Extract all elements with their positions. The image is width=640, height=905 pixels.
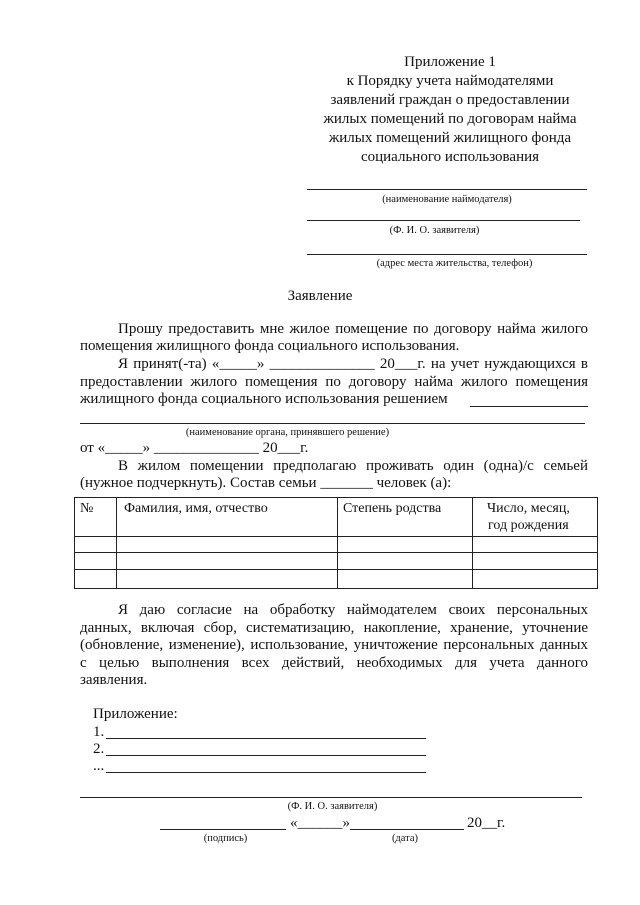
header-line: социального использования <box>360 149 540 165</box>
date-caption: (дата) <box>391 833 419 844</box>
consent-line: Я даю согласие на обработку наймодателем своих персональных <box>118 602 588 618</box>
table-row[interactable] <box>75 570 597 588</box>
page-title: Заявление <box>287 288 353 304</box>
signature-caption: (подпись) <box>203 833 248 844</box>
column-header-fullname: Фамилия, имя, отчество <box>124 501 268 516</box>
attachment-number: 1. <box>93 724 105 740</box>
paragraph-registered-line: Я принят(-та) «_____» ______________ 20___г. на учет нуждающихся в <box>118 356 588 372</box>
header-line: жилых помещений по договорам найма <box>323 111 577 127</box>
signature-line[interactable] <box>160 829 286 830</box>
header-line: к Порядку учета наймодателями <box>346 73 554 89</box>
organ-caption: (наименование органа, принявшего решение) <box>185 427 390 438</box>
consent-line: заявления. <box>80 672 148 688</box>
attachment-line[interactable] <box>106 772 426 773</box>
attachments-title: Приложение: <box>93 706 178 722</box>
paragraph-request-line: помещения жилищного фонда социального использования. <box>80 338 460 354</box>
address-caption: (адрес места жительства, телефон) <box>376 258 533 269</box>
decision-date-line[interactable]: от «_____» ______________ 20___г. <box>80 440 309 456</box>
table-row[interactable] <box>75 537 597 552</box>
attachment-number: 2. <box>93 741 105 757</box>
paragraph-registered-line: жилищного фонда социального использования решением <box>80 391 448 407</box>
consent-line: с целью выполнения всех действий, необходимых для учета данного <box>80 655 588 671</box>
applicant-fio-caption: (Ф. И. О. заявителя) <box>287 801 378 812</box>
header-line: Приложение 1 <box>404 54 496 70</box>
attachment-number: ... <box>93 758 105 774</box>
header-line: жилых помещений жилищного фонда <box>328 130 572 146</box>
paragraph-family-line: В жилом помещении предполагаю проживать один (одна)/с семьей <box>118 458 588 474</box>
consent-line: данных, включая сбор, систематизацию, накопление, хранение, уточнение <box>80 620 588 636</box>
column-header-birthdate: Число, месяц, <box>487 501 570 516</box>
consent-line: (обновление, изменение), использование, уничтожение персональных данных <box>80 637 588 653</box>
column-header-birthdate-line2: год рождения <box>488 518 569 533</box>
paragraph-request-line: Прошу предоставить мне жилое помещение по договору найма жилого <box>118 321 588 337</box>
attachment-line[interactable] <box>106 755 426 756</box>
column-header-relation: Степень родства <box>343 501 442 516</box>
attachment-line[interactable] <box>106 738 426 739</box>
column-header-number: № <box>80 501 94 516</box>
header-line: заявлений граждан о предоставлении <box>330 92 570 108</box>
table-row[interactable] <box>75 553 597 569</box>
paragraph-registered-line: предоставлении жилого помещения по договору найма жилого помещения <box>80 374 588 390</box>
signature-date-line[interactable]: «______» <box>290 815 350 831</box>
applicant-fio-line[interactable] <box>80 797 582 798</box>
landlord-caption: (наименование наймодателя) <box>382 194 512 205</box>
signature-year[interactable]: 20__г. <box>467 815 506 831</box>
applicant-caption: (Ф. И. О. заявителя) <box>389 225 480 236</box>
paragraph-family-line: (нужное подчеркнуть). Состав семьи _______ человек (а): <box>80 475 452 491</box>
date-month-line[interactable] <box>350 829 464 830</box>
